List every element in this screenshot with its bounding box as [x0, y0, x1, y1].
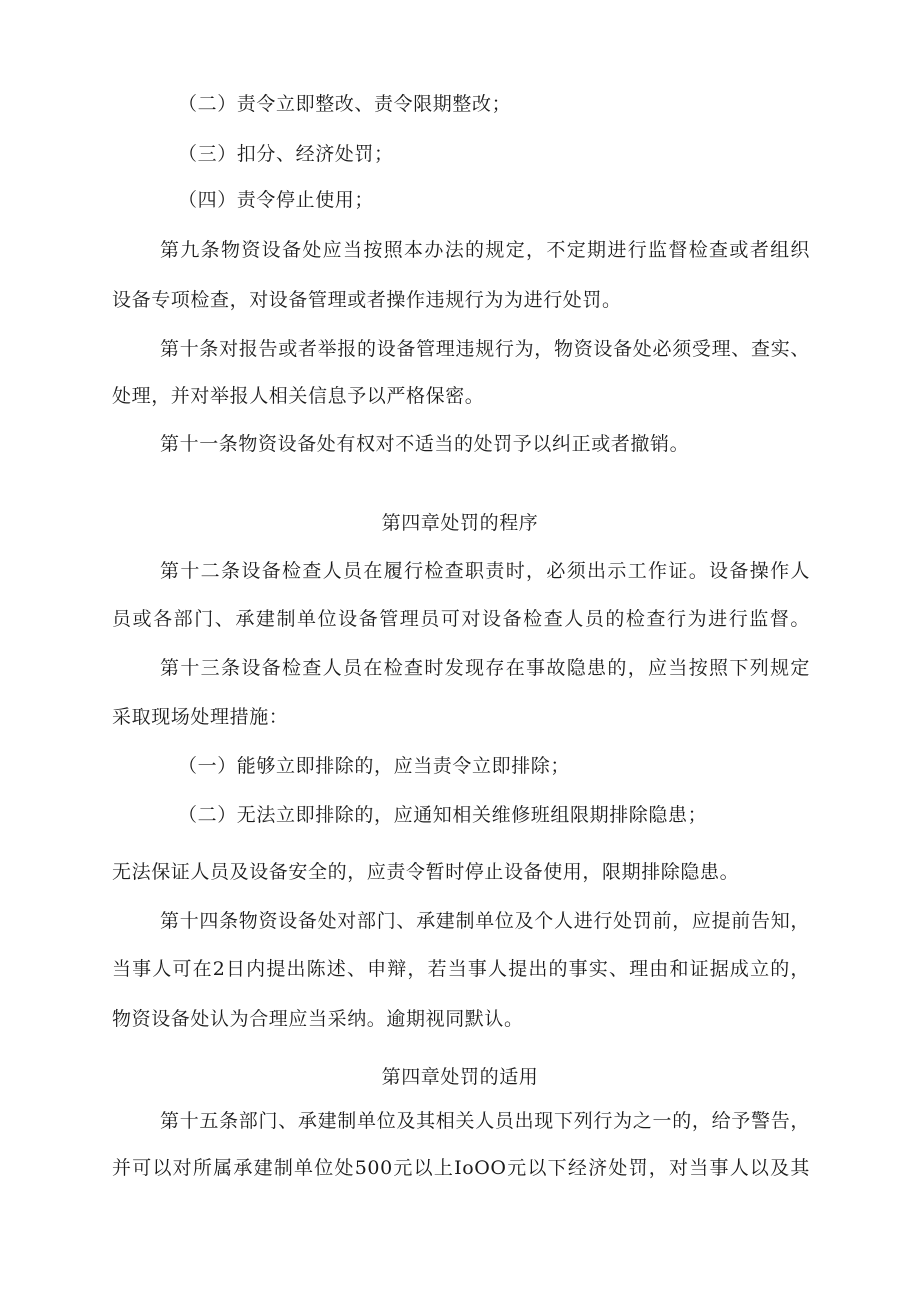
- article-11: 第十一条物资设备处有权对不适当的处罚予以纠正或者撤销。: [160, 433, 690, 455]
- article-10-line-1: 第十条对报告或者举报的设备管理违规行为，物资设备处必须受理、查实、: [160, 338, 810, 360]
- article-15-line-2: 并可以对所属承建制单位处500元以上IoOO元以下经济处罚，对当事人以及其: [112, 1157, 810, 1179]
- article-13-line-1: 第十三条设备检查人员在检查时发现存在事故隐患的，应当按照下列规定: [160, 657, 810, 679]
- article-14-line-3: 物资设备处认为合理应当采纳。逾期视同默认。: [112, 1008, 524, 1030]
- list-item-4-stop-use: （四）责令停止使用；: [178, 189, 375, 211]
- chapter-heading-application: 第四章处罚的适用: [381, 1066, 539, 1088]
- article-9-line-1: 第九条物资设备处应当按照本办法的规定，不定期进行监督检查或者组织: [160, 239, 810, 261]
- list-item-2-rectify: （二）责令立即整改、责令限期整改；: [178, 93, 512, 115]
- article-12-line-2: 员或各部门、承建制单位设备管理员可对设备检查人员的检查行为进行监督。: [112, 608, 810, 630]
- list-item-3-penalty: （三）扣分、经济处罚；: [178, 143, 394, 165]
- list-item-2-notify-repair: （二）无法立即排除的，应通知相关维修班组限期排除隐患；: [178, 804, 708, 826]
- article-12-line-1: 第十二条设备检查人员在履行检查职责时，必须出示工作证。设备操作人: [160, 560, 810, 582]
- article-9-line-2: 设备专项检查，对设备管理或者操作违规行为为进行处罚。: [112, 289, 622, 311]
- list-item-1-eliminate: （一）能够立即排除的，应当责令立即排除；: [178, 755, 571, 777]
- article-15-line-1: 第十五条部门、承建制单位及其相关人员出现下列行为之一的，给予警告，: [160, 1110, 810, 1132]
- chapter-heading-procedure: 第四章处罚的程序: [381, 512, 539, 534]
- article-14-line-1: 第十四条物资设备处对部门、承建制单位及个人进行处罚前，应提前告知，: [160, 910, 810, 932]
- safety-line: 无法保证人员及设备安全的，应责令暂时停止设备使用，限期排除隐患。: [112, 861, 740, 883]
- article-10-line-2: 处理，并对举报人相关信息予以严格保密。: [112, 385, 485, 407]
- article-14-line-2: 当事人可在2日内提出陈述、申辩，若当事人提出的事实、理由和证据成立的，: [112, 958, 810, 980]
- article-13-line-2: 采取现场处理措施：: [112, 706, 289, 728]
